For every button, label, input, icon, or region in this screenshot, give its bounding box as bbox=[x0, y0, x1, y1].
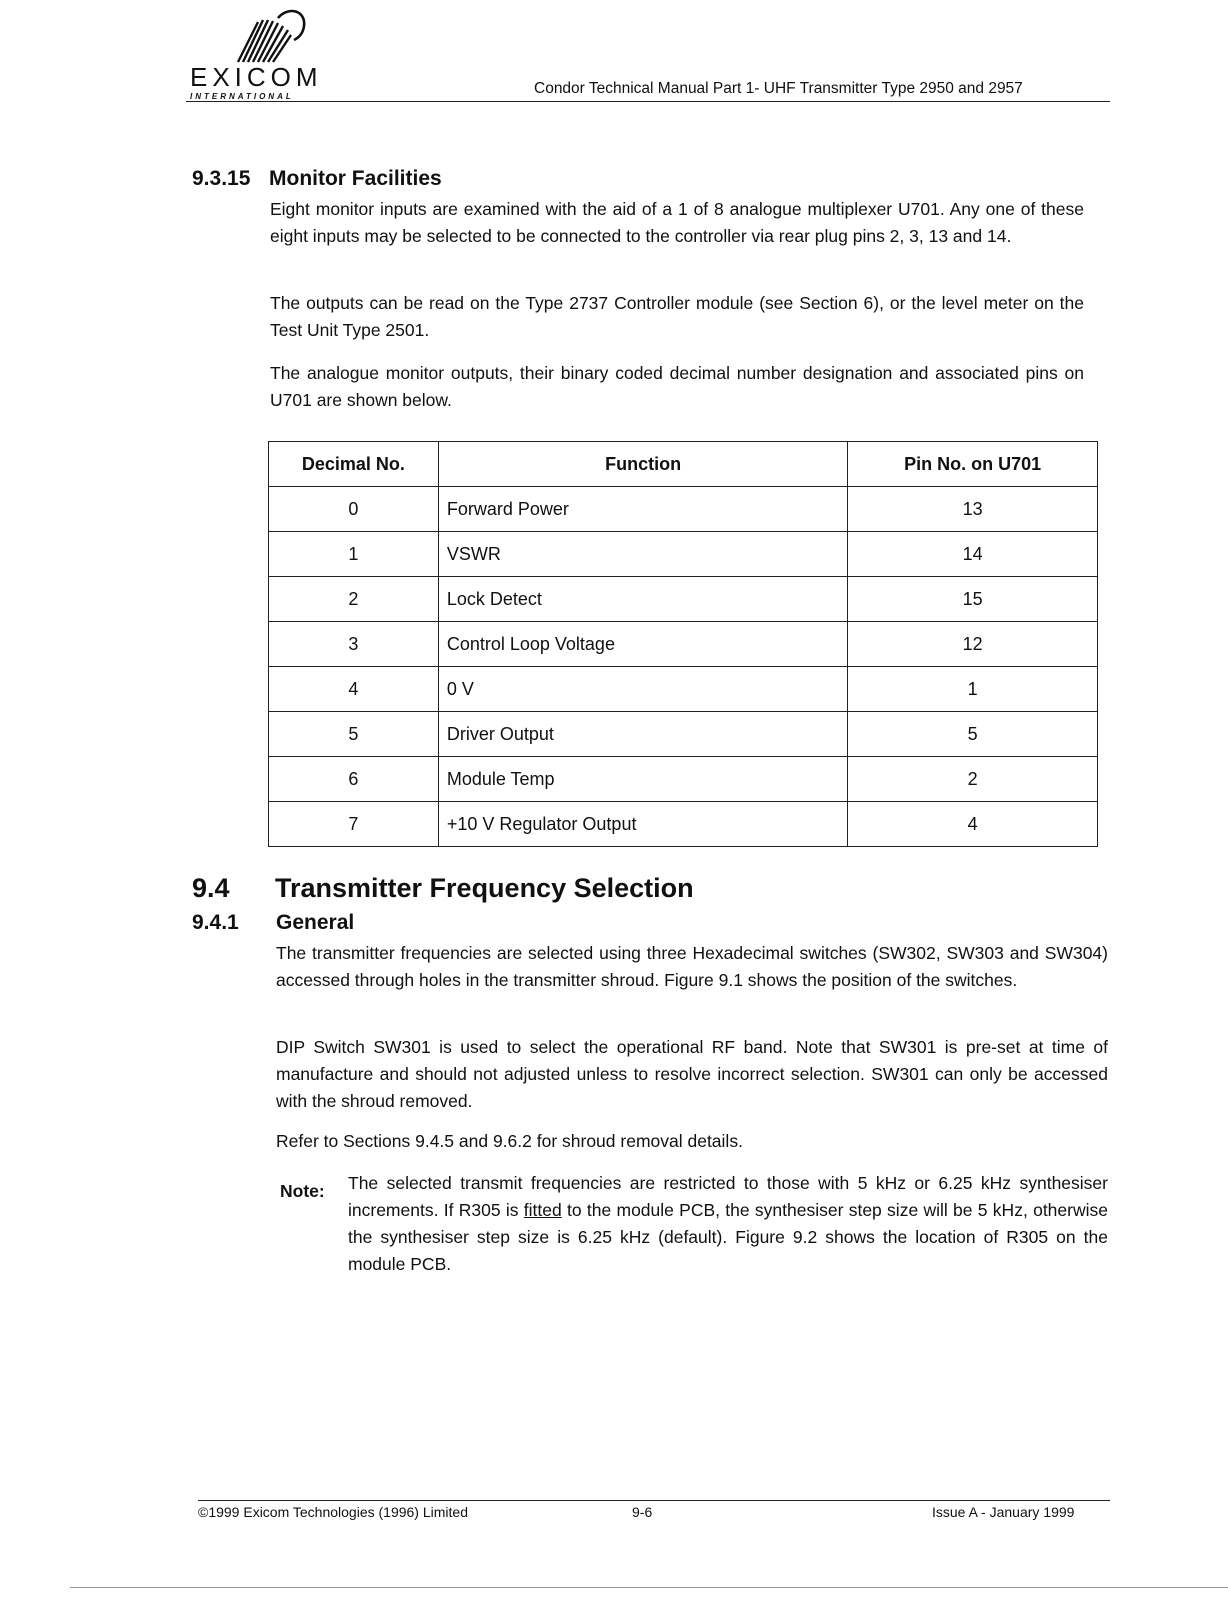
function-cell: 0 V bbox=[438, 667, 847, 712]
header-function: Function bbox=[438, 442, 847, 487]
paragraph: The transmitter frequencies are selected using three Hexadecimal switches (SW302, SW303 and SW304) accessed through holes in the transmitter shroud. Figure 9.1 shows the position of the switches. bbox=[276, 943, 1108, 990]
note-text bbox=[348, 1170, 1108, 1278]
function-cell: Control Loop Voltage bbox=[438, 622, 847, 667]
decimal-cell: 7 bbox=[269, 802, 439, 847]
table-row bbox=[269, 667, 1098, 712]
pin-cell: 13 bbox=[848, 487, 1098, 532]
header-decimal-no: Decimal No. bbox=[269, 442, 439, 487]
decimal-cell: 3 bbox=[269, 622, 439, 667]
table-row bbox=[269, 712, 1098, 757]
paragraph: The outputs can be read on the Type 2737 Controller module (see Section 6), or the level meter on the Test Unit Type 2501. bbox=[270, 293, 1084, 340]
note-label: Note: bbox=[280, 1181, 325, 1201]
pin-cell: 5 bbox=[848, 712, 1098, 757]
header-pin-no: Pin No. on U701 bbox=[848, 442, 1098, 487]
manual-title: Condor Technical Manual Part 1- UHF Transmitter Type 2950 and 2957 bbox=[534, 80, 1023, 97]
paragraph: The analogue monitor outputs, their binary coded decimal number designation and associated pins on U701 are shown below. bbox=[270, 363, 1084, 410]
note-text-part: The selected transmit frequencies are restricted to those with 5 kHz or 6.25 kHz synthesiser increments. If R305 is bbox=[348, 1173, 1108, 1220]
decimal-cell: 5 bbox=[269, 712, 439, 757]
pin-cell: 2 bbox=[848, 757, 1098, 802]
table-row bbox=[269, 487, 1098, 532]
footer-divider bbox=[198, 1500, 1110, 1501]
exicom-logo-icon bbox=[196, 4, 306, 70]
decimal-cell: 0 bbox=[269, 487, 439, 532]
function-cell: Forward Power bbox=[438, 487, 847, 532]
decimal-cell: 1 bbox=[269, 532, 439, 577]
header-divider bbox=[186, 101, 1110, 102]
paragraph: Refer to Sections 9.4.5 and 9.6.2 for shroud removal details. bbox=[276, 1131, 743, 1151]
table-row bbox=[269, 757, 1098, 802]
function-cell: VSWR bbox=[438, 532, 847, 577]
pin-cell: 1 bbox=[848, 667, 1098, 712]
function-cell: Driver Output bbox=[438, 712, 847, 757]
table-row bbox=[269, 532, 1098, 577]
decimal-cell: 2 bbox=[269, 577, 439, 622]
footer-copyright: ©1999 Exicom Technologies (1996) Limited bbox=[198, 1504, 468, 1520]
decimal-cell: 6 bbox=[269, 757, 439, 802]
decimal-cell: 4 bbox=[269, 667, 439, 712]
section-number: 9.4.1 bbox=[192, 911, 239, 934]
table-header-row bbox=[269, 442, 1098, 487]
logo-subtitle: INTERNATIONAL bbox=[190, 92, 294, 101]
bottom-edge-line bbox=[70, 1587, 1228, 1588]
pin-cell: 4 bbox=[848, 802, 1098, 847]
function-cell: +10 V Regulator Output bbox=[438, 802, 847, 847]
note-emphasis: fitted bbox=[523, 1200, 562, 1220]
section-title: Monitor Facilities bbox=[269, 167, 442, 190]
monitor-outputs-table bbox=[268, 441, 1098, 847]
pin-cell: 14 bbox=[848, 532, 1098, 577]
function-cell: Module Temp bbox=[438, 757, 847, 802]
table-row bbox=[269, 802, 1098, 847]
footer-page-number: 9-6 bbox=[632, 1504, 653, 1520]
logo-wordmark: EXICOM bbox=[190, 62, 323, 92]
note-text-part: to the module PCB, the synthesiser step size will be 5 kHz, otherwise the synthesiser step size is 6.25 kHz (default). Figure 9.2 shows the location of R305 on the module PCB. bbox=[348, 1200, 1108, 1274]
section-number: 9.4 bbox=[192, 873, 230, 903]
footer-issue: Issue A - January 1999 bbox=[932, 1504, 1075, 1520]
section-title: General bbox=[276, 911, 355, 934]
paragraph: Eight monitor inputs are examined with the aid of a 1 of 8 analogue multiplexer U701. Any one of these eight inputs may be selected to be connected to the controller via rear plug pins 2, 3, 13 and 14. bbox=[270, 199, 1084, 246]
pin-cell: 12 bbox=[848, 622, 1098, 667]
section-title: Transmitter Frequency Selection bbox=[275, 873, 694, 903]
pin-cell: 15 bbox=[848, 577, 1098, 622]
table-row bbox=[269, 622, 1098, 667]
section-number: 9.3.15 bbox=[192, 167, 251, 190]
paragraph: DIP Switch SW301 is used to select the operational RF band. Note that SW301 is pre-set at time of manufacture and should not adjusted unless to resolve incorrect selection. SW301 can only be accessed with the shroud removed. bbox=[276, 1037, 1108, 1111]
table-row bbox=[269, 577, 1098, 622]
function-cell: Lock Detect bbox=[438, 577, 847, 622]
